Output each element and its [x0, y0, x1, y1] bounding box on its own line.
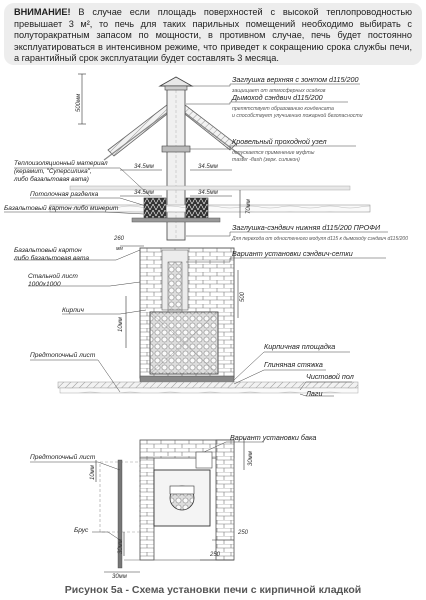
- dim-345b: 34.5мм: [198, 164, 218, 170]
- label-steel-sheet2: 1000х1000: [28, 281, 61, 288]
- figure-caption: Рисунок 5а - Схема установки печи с кирпичной кладкой: [64, 584, 362, 596]
- warning-title: ВНИМАНИЕ!: [14, 7, 71, 17]
- label-sandwich-note1: препятствует образованию конденсата: [232, 106, 334, 112]
- ceiling-cut-left: [144, 198, 166, 218]
- dim-30mm: 30мм: [112, 574, 127, 580]
- label-roof-unit: Кровельный проходной узел: [232, 137, 327, 146]
- label-roof-note2: master -flash (зерк. силикон): [232, 157, 300, 163]
- label-cap: Заглушка верхняя с зонтом d115/200: [232, 75, 359, 84]
- label-floor: Чистовой пол: [306, 372, 354, 381]
- dim-260: 260: [114, 236, 125, 242]
- label-sandwich: Дымоход сэндвич d115/200: [232, 93, 323, 102]
- label-pre-sheet-front: Предтопочный лист: [30, 352, 96, 359]
- dim-250b: 250: [210, 552, 221, 558]
- ceiling-cut-right: [186, 198, 208, 218]
- dim-30b: 30мм: [118, 539, 124, 554]
- dim-10b: 10мм: [90, 465, 96, 480]
- label-brick: Кирпич: [62, 307, 84, 314]
- label-brick-platform: Кирпичная площадка: [264, 342, 336, 351]
- label-insulation2: (керамит, "Суперсилика",: [14, 168, 92, 175]
- warning-text: В случае если площадь поверхностей с высокой теплопроводностью превышает 3 м², то печь для таких парильных помещений необходимо выбирать с полуторакратным запасом по мощности, в противном случае, печь будет постоянно эксплуатироваться в интенсивном режиме, что приведет к сокращению срока службы печи, а гарантийный срок эксплуатации будет составлять 3 месяца.: [14, 7, 412, 64]
- label-insulation3: либо базальтовая вата): [14, 176, 89, 183]
- label-joists: Лаги: [306, 389, 323, 398]
- label-basalt-left2: либо базальтовая вата: [14, 255, 90, 262]
- label-insulation1: Теплоизоляционный материал: [14, 160, 108, 167]
- dim-70: 70мм: [246, 199, 252, 214]
- dim-10a: 10мм: [118, 317, 124, 332]
- roof-pass-unit: [162, 146, 190, 152]
- label-ceiling-cut: Потолочная разделка: [30, 191, 99, 198]
- dim-345c: 34.5мм: [134, 190, 154, 196]
- label-tank-variant: Вариант установки бака: [230, 433, 317, 442]
- dim-500mm: 500мм: [76, 93, 82, 112]
- brick-enclosure: [140, 248, 234, 382]
- dim-345d: 34.5мм: [198, 190, 218, 196]
- label-sandwich-note2: и способствует улучшению пожарной безопасности: [232, 113, 363, 119]
- tank-icon: [196, 452, 212, 468]
- label-steel-sheet1: Стальной лист: [28, 273, 78, 280]
- chimney-cap-icon: [160, 77, 192, 86]
- dim-mm: мм: [116, 246, 123, 252]
- label-clay: Глиняная стяжка: [264, 360, 323, 369]
- dim-30a: 30мм: [248, 451, 254, 466]
- label-basalt-left1: Базальтовый картон: [14, 247, 82, 254]
- label-cap-bottom-note: Для перехода от одностенного модуля d115 к дымоходу сэндвич d115/200: [232, 236, 408, 242]
- warning-box: [4, 3, 422, 65]
- label-cap-bottom: Заглушка-сэндвич нижняя d115/200 ПРОФИ: [232, 223, 381, 232]
- dim-345a: 34.5мм: [134, 164, 154, 170]
- dim-250a: 250: [238, 530, 249, 536]
- dim-500: 500: [240, 291, 246, 302]
- label-basalt-card: Базальтовый картон либо минерит: [4, 205, 119, 212]
- stove-installation-diagram: [0, 68, 426, 584]
- label-beam: Брус: [74, 527, 89, 534]
- label-sandwich-grid: Вариант установки сэндвич-сетки: [232, 249, 353, 258]
- label-roof-note1: допускается применение муфты: [232, 150, 315, 156]
- label-cap-note: защищает от атмосферных осадков: [232, 88, 326, 94]
- label-pre-sheet-plan: Предтопочный лист: [30, 454, 96, 461]
